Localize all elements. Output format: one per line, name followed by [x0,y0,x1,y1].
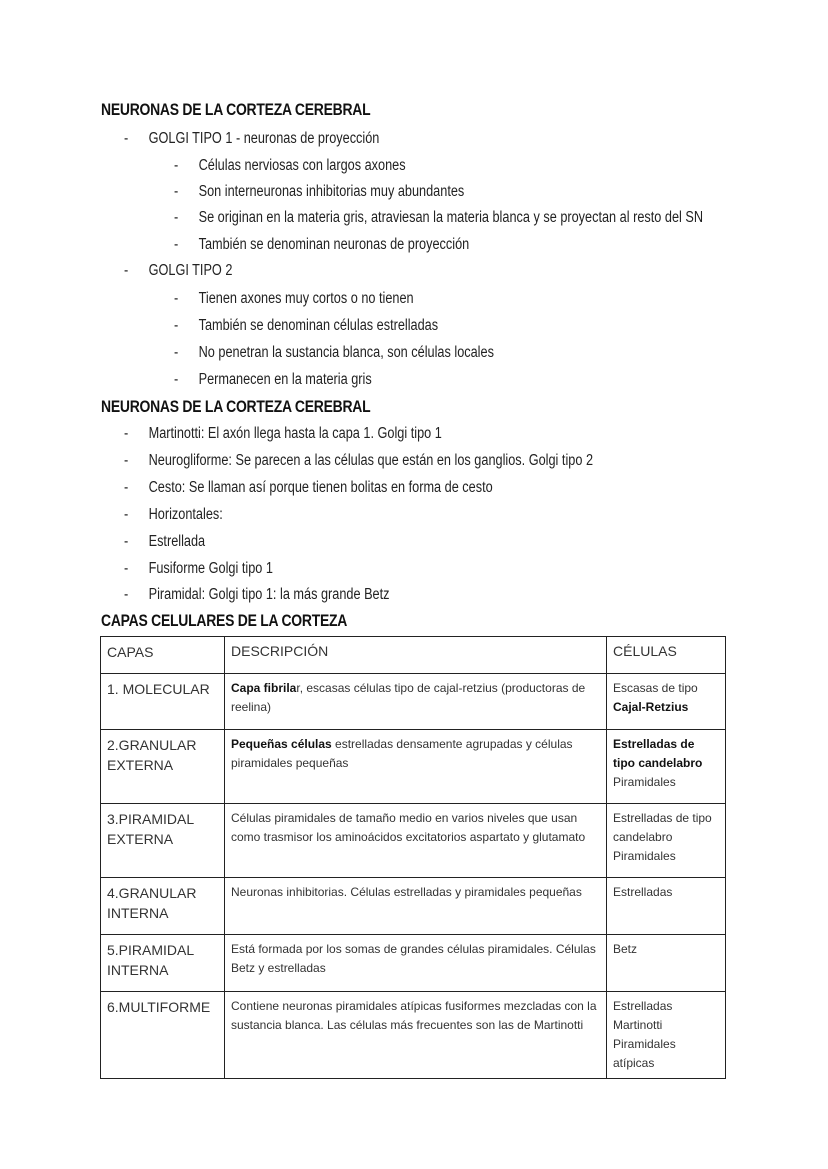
list-item: - GOLGI TIPO 1 - neuronas de proyección [124,130,380,147]
list-item: - No penetran la sustancia blanca, son células locales [174,344,494,361]
list-item: - Piramidal: Golgi tipo 1: la más grande Betz [124,586,390,603]
capa-cell: 1. MOLECULAR [101,674,225,730]
list-item: - Horizontales: [124,506,223,523]
desc-cell: Pequeñas células estrelladas densamente agrupadas y células piramidales pequeñas [225,730,607,804]
header-capas: CAPAS [101,637,225,674]
table-row [101,804,726,878]
desc-cell: Neuronas inhibitorias. Células estrelladas y piramidales pequeñas [225,878,607,935]
capa-cell: 5.PIRAMIDAL INTERNA [101,935,225,992]
cel-cell: Escasas de tipo Cajal-Retzius [607,674,726,730]
list-item: - Células nerviosas con largos axones [174,157,406,174]
section-title: NEURONAS DE LA CORTEZA CEREBRAL [101,100,371,119]
list-item: - Tienen axones muy cortos o no tienen [174,290,414,307]
list-item: - Martinotti: El axón llega hasta la capa 1. Golgi tipo 1 [124,425,442,442]
table-header-row [101,637,726,674]
table-row [101,878,726,935]
list-item: - Estrellada [124,533,206,550]
capa-cell: 6.MULTIFORME [101,992,225,1079]
list-item: - GOLGI TIPO 2 [124,262,233,279]
desc-cell: Contiene neuronas piramidales atípicas fusiformes mezcladas con la sustancia blanca. Las células más frecuentes son las de Martinotti [225,992,607,1079]
section-title: NEURONAS DE LA CORTEZA CEREBRAL [101,397,371,416]
cel-cell: Estrelladas de tipo candelabro Piramidales [607,804,726,878]
cel-cell: Estrelladas [607,878,726,935]
header-descripcion: DESCRIPCIÓN [225,637,607,674]
header-celulas: CÉLULAS [607,637,726,674]
list-item: - Son interneuronas inhibitorias muy abundantes [174,183,465,200]
desc-cell: Células piramidales de tamaño medio en varios niveles que usan como trasmisor los aminoácidos excitatorios aspartato y glutamato [225,804,607,878]
list-item: - Permanecen en la materia gris [174,371,372,388]
table-row [101,674,726,730]
list-item: - También se denominan neuronas de proyección [174,236,470,253]
desc-cell: Está formada por los somas de grandes células piramidales. Células Betz y estrelladas [225,935,607,992]
cel-cell: Betz [607,935,726,992]
table-row [101,992,726,1079]
list-item: - También se denominan células estrelladas [174,317,439,334]
list-item: - Cesto: Se llaman así porque tienen bolitas en forma de cesto [124,479,493,496]
list-item: - Fusiforme Golgi tipo 1 [124,560,273,577]
layers-table [100,636,726,1079]
section-title: CAPAS CELULARES DE LA CORTEZA [101,611,348,630]
list-item: - Neurogliforme: Se parecen a las células que están en los ganglios. Golgi tipo 2 [124,452,594,469]
capa-cell: 3.PIRAMIDAL EXTERNA [101,804,225,878]
capa-cell: 4.GRANULAR INTERNA [101,878,225,935]
cel-cell: Estrelladas Martinotti Piramidales atípicas [607,992,726,1079]
table-row [101,935,726,992]
capa-cell: 2.GRANULAR EXTERNA [101,730,225,804]
table-row [101,730,726,804]
list-item: - Se originan en la materia gris, atraviesan la materia blanca y se proyectan al resto del SN [174,209,704,226]
desc-cell: Capa fibrilar, escasas células tipo de cajal-retzius (productoras de reelina) [225,674,607,730]
cel-cell: Estrelladas de tipo candelabro Piramidales [607,730,726,804]
